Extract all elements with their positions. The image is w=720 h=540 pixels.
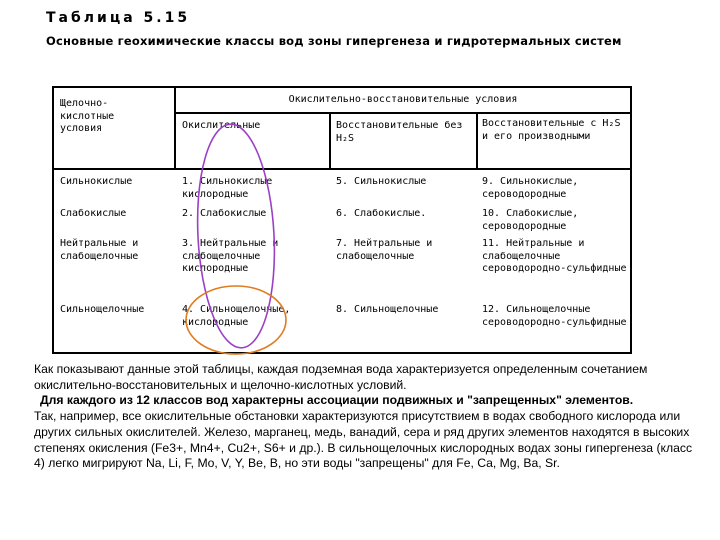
table-cell: 3. Нейтральные и слабощелочные кислородные bbox=[182, 238, 279, 275]
paragraph-intro: Как показывают данные этой таблицы, каждая подземная вода характеризуется определенным сочетанием окислительно-восстановительных и щелочно-кислотных условий. bbox=[34, 362, 648, 392]
paragraph-bold: Для каждого из 12 классов вод характерны ассоциации подвижных и "запрещенных" элементов. bbox=[40, 393, 634, 408]
table-divider bbox=[174, 112, 630, 114]
row-label: Сильнощелочные bbox=[60, 304, 145, 315]
explanation-text bbox=[34, 362, 706, 472]
row-label: Нейтральные и слабощелочные bbox=[60, 238, 139, 262]
row-label: Сильнокислые bbox=[60, 176, 133, 187]
group-header: Окислительно-восстановительные условия bbox=[288, 94, 518, 105]
paragraph-example: Так, например, все окислительные обстановки характеризуются присутствием в водах свободного кислорода или других сильных окислителей. Железо, марганец, медь, ванадий, сера и ряд других элементов находятся в высоких степенях окисления (Fe3+, Mn4+, Cu2+, S6+ и др.). В сильнощелочных кислородных водах зоны гипергенеза (класс 4) легко мигрируют Na, Li, F, Mo, V, Y, Be, B, но эти воды "запрещены" для Fe, Ca, Mg, Ba, Sr. bbox=[34, 409, 693, 471]
table-number-title: Таблица 5.15 bbox=[46, 10, 191, 26]
table-cell: 10. Слабокислые, сероводородные bbox=[482, 208, 579, 232]
row-header-label: Щелочно-кислотные условия bbox=[60, 98, 115, 135]
table-cell: 6. Слабокислые. bbox=[336, 208, 427, 219]
table-divider bbox=[54, 168, 630, 170]
table-divider bbox=[329, 112, 331, 168]
column-header-oxidizing: Окислительные bbox=[182, 120, 261, 131]
table-divider bbox=[174, 88, 176, 168]
column-header-reducing-h2s: Восстановительные с H₂S и его производными bbox=[482, 118, 621, 142]
table-cell: 7. Нейтральные и слабощелочные bbox=[336, 238, 433, 262]
geochemical-classes-table bbox=[52, 86, 632, 354]
table-cell: 12. Сильнощелочные сероводородно-сульфидные bbox=[482, 304, 627, 328]
table-divider bbox=[476, 112, 478, 168]
table-cell: 2. Слабокислые bbox=[182, 208, 267, 219]
table-caption: Основные геохимические классы вод зоны гипергенеза и гидротермальных систем bbox=[46, 34, 622, 48]
table-cell: 4. Сильнощелочные, кислородные bbox=[182, 304, 291, 328]
column-header-reducing-no-h2s: Восстановительные без H₂S bbox=[336, 120, 463, 144]
table-cell: 11. Нейтральные и слабощелочные сероводородно-сульфидные bbox=[482, 238, 627, 275]
table-cell: 9. Сильнокислые, сероводородные bbox=[482, 176, 579, 200]
table-cell: 8. Сильнощелочные bbox=[336, 304, 439, 315]
table-cell: 5. Сильнокислые bbox=[336, 176, 427, 187]
table-cell: 1. Сильнокислые кислородные bbox=[182, 176, 273, 200]
row-label: Слабокислые bbox=[60, 208, 127, 219]
